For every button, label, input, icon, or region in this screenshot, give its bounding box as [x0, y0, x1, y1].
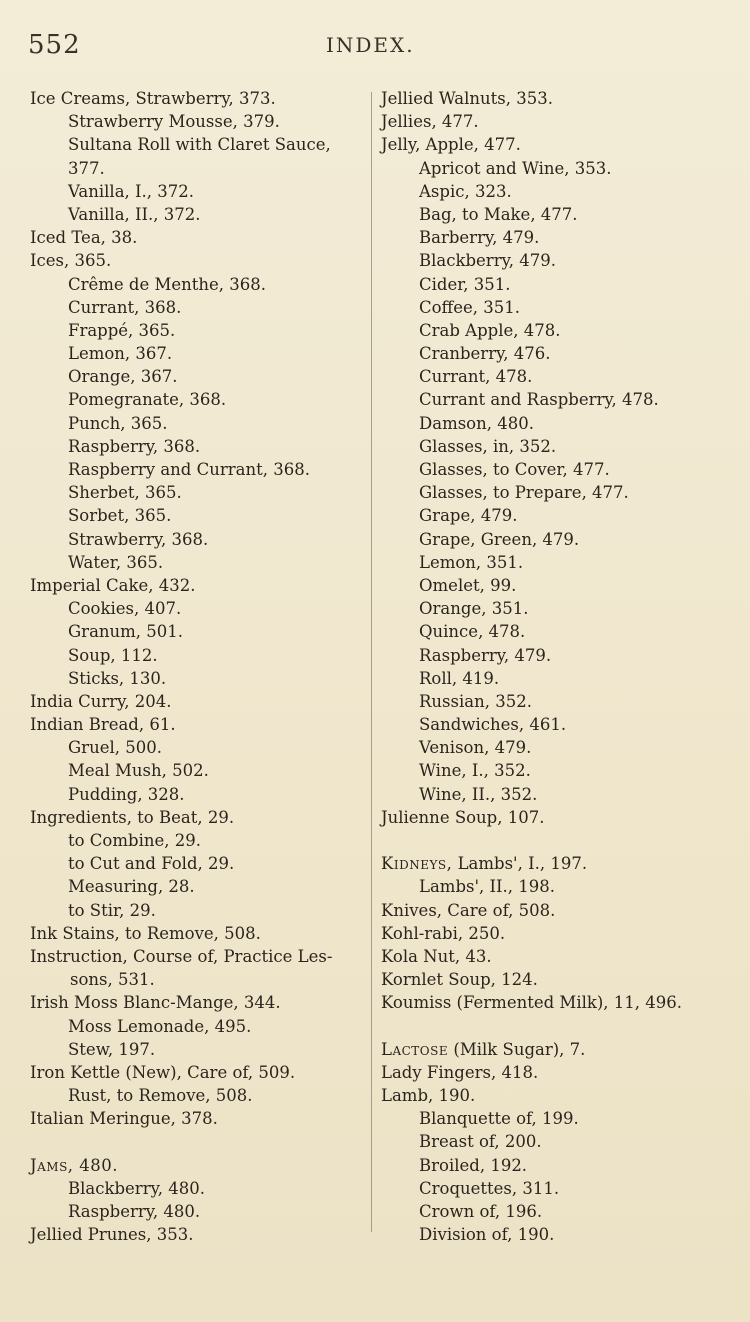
index-entry: Jellies, 477.	[381, 112, 479, 132]
index-subentry: Cranberry, 476.	[419, 344, 551, 364]
index-entry: Ingredients, to Beat, 29.	[30, 807, 235, 827]
index-entry: Italian Meringue, 378.	[30, 1109, 218, 1129]
index-entry: Koumiss (Fermented Milk), 11, 496.	[381, 993, 683, 1013]
index-subentry: Vanilla, II., 372.	[68, 204, 201, 224]
index-subentry: Aspic, 323.	[419, 181, 512, 201]
index-subentry: Pomegranate, 368.	[68, 390, 227, 410]
index-subentry: Blanquette of, 199.	[419, 1109, 579, 1129]
index-entry-headword: Kidneys,	[381, 854, 453, 874]
index-entry: Kohl-rabi, 250.	[381, 923, 506, 943]
index-subentry: Damson, 480.	[419, 413, 534, 433]
index-subentry: Pudding, 328.	[68, 784, 185, 804]
index-entry: Instruction, Course of, Practice Les-	[30, 946, 333, 966]
index-subentry: 377.	[68, 158, 105, 178]
index-subentry: Sherbet, 365.	[68, 483, 182, 503]
index-subentry: Orange, 367.	[68, 367, 178, 387]
index-subentry: Strawberry, 368.	[68, 529, 209, 549]
index-subentry: Glasses, in, 352.	[419, 436, 557, 456]
index-subentry: Crême de Menthe, 368.	[68, 274, 267, 294]
index-entry: Jams, 480.	[30, 1155, 119, 1175]
index-entry: Kidneys, Lambs', I., 197.	[381, 854, 588, 874]
index-subentry: Blackberry, 480.	[68, 1178, 205, 1198]
index-entry: Iced Tea, 38.	[30, 228, 138, 248]
index-subentry: Sultana Roll with Claret Sauce,	[68, 135, 331, 155]
index-subentry: Cider, 351.	[419, 274, 511, 294]
index-subentry: Strawberry Mousse, 379.	[68, 112, 280, 132]
index-entry: Jelly, Apple, 477.	[381, 135, 521, 155]
index-entry: Ice Creams, Strawberry, 373.	[30, 89, 276, 108]
index-subentry: Granum, 501.	[68, 622, 184, 642]
index-subentry: Rust, to Remove, 508.	[68, 1086, 253, 1106]
index-subentry: Sticks, 130.	[68, 668, 167, 688]
index-subentry: Crab Apple, 478.	[419, 320, 561, 340]
column-divider	[371, 92, 372, 1232]
index-subentry: to Stir, 29.	[68, 900, 156, 920]
index-subentry: Apricot and Wine, 353.	[419, 158, 612, 178]
index-entry: Iron Kettle (New), Care of, 509.	[30, 1062, 296, 1082]
index-subentry: Venison, 479.	[419, 738, 532, 758]
index-subentry: Omelet, 99.	[419, 575, 517, 595]
index-entry: Julienne Soup, 107.	[381, 807, 545, 827]
index-subentry: Stew, 197.	[68, 1039, 156, 1059]
index-subentry: Lambs', II., 198.	[419, 877, 556, 897]
index-subentry: Soup, 112.	[68, 645, 158, 665]
index-entry: Knives, Care of, 508.	[381, 900, 556, 920]
index-entry: Jellied Prunes, 353.	[30, 1225, 194, 1245]
index-subentry: Breast of, 200.	[419, 1132, 542, 1152]
index-entry: Lady Fingers, 418.	[381, 1062, 539, 1082]
index-subentry: Broiled, 192.	[419, 1155, 528, 1175]
index-entry: Ices, 365.	[30, 251, 112, 271]
index-subentry: Bag, to Make, 477.	[419, 204, 578, 224]
index-entry: Kornlet Soup, 124.	[381, 970, 538, 990]
index-subentry: Crown of, 196.	[419, 1202, 543, 1221]
index-subentry: Frappé, 365.	[68, 320, 176, 340]
index-subentry: Sorbet, 365.	[68, 506, 172, 526]
section-gap	[381, 1015, 721, 1038]
index-subentry: Raspberry and Currant, 368.	[68, 460, 310, 479]
index-subentry: to Cut and Fold, 29.	[68, 854, 235, 874]
index-subentry: Measuring, 28.	[68, 877, 195, 897]
page-number: 552	[28, 30, 81, 60]
index-subentry: Grape, 479.	[419, 506, 518, 526]
index-column-left	[30, 87, 365, 1246]
index-subentry: Barberry, 479.	[419, 228, 540, 248]
index-subentry: Wine, I., 352.	[419, 761, 531, 781]
index-subentry: Division of, 190.	[419, 1225, 555, 1245]
index-subentry: Cookies, 407.	[68, 599, 182, 619]
index-column-right	[381, 87, 721, 1246]
index-subentry: Croquettes, 311.	[419, 1178, 560, 1198]
index-subentry: Grape, Green, 479.	[419, 529, 580, 549]
index-subentry: Blackberry, 479.	[419, 251, 556, 271]
index-subentry: to Combine, 29.	[68, 831, 201, 850]
index-entry: Irish Moss Blanc-Mange, 344.	[30, 993, 281, 1013]
index-subentry: Lemon, 367.	[68, 344, 173, 364]
section-gap	[30, 1130, 365, 1153]
index-subentry: Currant, 478.	[419, 367, 533, 387]
index-entry: India Curry, 204.	[30, 691, 172, 711]
index-subentry: Water, 365.	[68, 552, 164, 572]
index-subentry: Quince, 478.	[419, 622, 526, 642]
index-subentry: Vanilla, I., 372.	[68, 181, 195, 201]
index-subentry: Russian, 352.	[419, 691, 532, 711]
index-subentry: Gruel, 500.	[68, 738, 162, 758]
section-gap	[381, 829, 721, 852]
index-subentry: Punch, 365.	[68, 413, 168, 433]
index-subentry: Raspberry, 480.	[68, 1202, 201, 1221]
index-subentry: Currant, 368.	[68, 297, 182, 317]
index-subentry: Raspberry, 368.	[68, 436, 201, 456]
index-subentry: Coffee, 351.	[419, 297, 521, 317]
index-subentry: Raspberry, 479.	[419, 645, 552, 665]
index-entry: Lactose (Milk Sugar), 7.	[381, 1039, 586, 1059]
index-entry: Jellied Walnuts, 353.	[381, 89, 554, 108]
index-subentry: Meal Mush, 502.	[68, 761, 209, 781]
index-subentry: Sandwiches, 461.	[419, 715, 567, 735]
index-subentry: Moss Lemonade, 495.	[68, 1016, 252, 1036]
index-subentry: Currant and Raspberry, 478.	[419, 390, 659, 410]
index-entry-headword: Lactose	[381, 1039, 449, 1059]
index-subentry: Glasses, to Prepare, 477.	[419, 483, 629, 503]
index-subentry: Glasses, to Cover, 477.	[419, 460, 610, 479]
index-entry: Ink Stains, to Remove, 508.	[30, 923, 261, 943]
index-entry: Kola Nut, 43.	[381, 946, 492, 966]
index-subentry: sons, 531.	[70, 970, 155, 990]
index-subentry: Lemon, 351.	[419, 552, 524, 572]
index-subentry: Orange, 351.	[419, 599, 529, 619]
running-head: INDEX.	[326, 33, 415, 57]
index-entry: Imperial Cake, 432.	[30, 575, 196, 595]
index-entry: Indian Bread, 61.	[30, 715, 176, 735]
index-entry: Lamb, 190.	[381, 1086, 476, 1106]
index-subentry: Wine, II., 352.	[419, 784, 538, 804]
index-subentry: Roll, 419.	[419, 668, 500, 688]
